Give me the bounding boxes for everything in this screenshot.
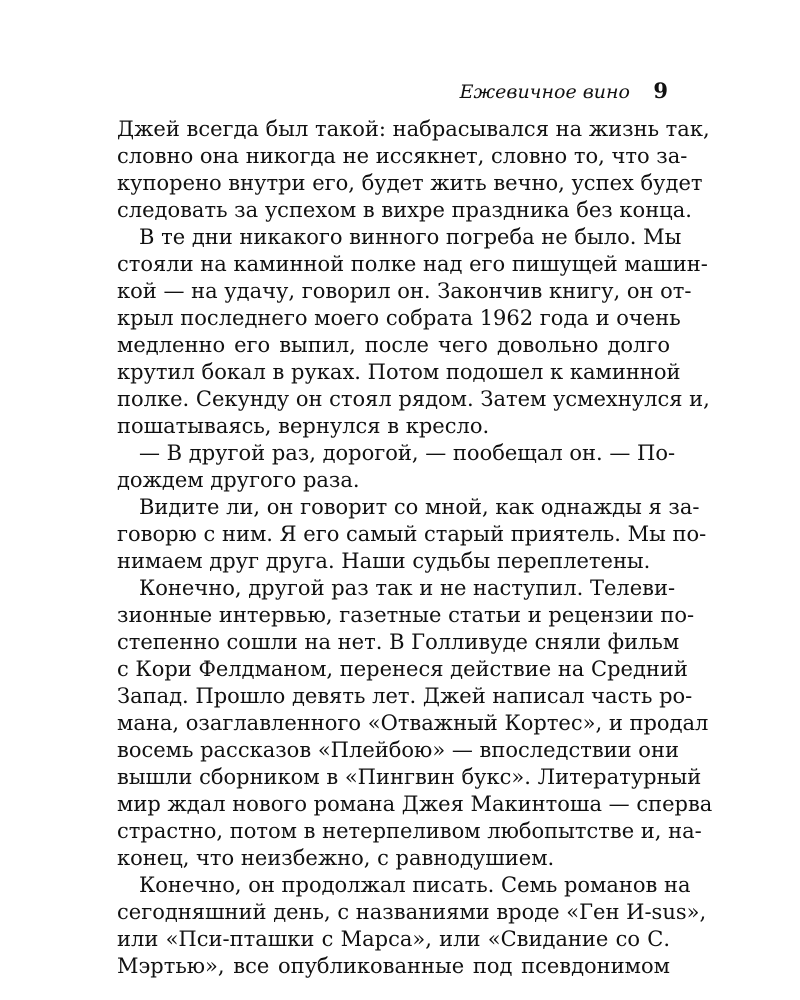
running-title: Ежевичное вино (459, 81, 630, 103)
text-line: говорю с ним. Я его самый старый приятель. Мы по- (117, 522, 707, 546)
text-line: сегодняшний день, с названиями вроде «Ген И-sus», (117, 900, 707, 924)
text-line: Мэртью», все опубликованные под псевдонимом (117, 954, 670, 978)
text-line: Конечно, другой раз так и не наступил. Телеви- (139, 576, 676, 600)
text-line: страстно, потом в нетерпеливом любопытстве и, на- (117, 819, 702, 843)
text-line: Запад. Прошло девять лет. Джей написал часть ро- (117, 684, 693, 708)
text-line: крыл последнего моего собрата 1962 года и очень (117, 306, 681, 330)
text-line: восемь рассказов «Плейбою» — впоследствии они (117, 738, 679, 762)
text-line: степенно сошли на нет. В Голливуде сняли фильм (117, 630, 680, 654)
text-line: дождем другого раза. (117, 468, 360, 492)
text-line: нимаем друг друга. Наши судьбы переплетены. (117, 549, 651, 573)
text-line: В те дни никакого винного погреба не было. Мы (139, 225, 682, 249)
text-line: Джей всегда был такой: набрасывался на жизнь так, (117, 117, 710, 141)
text-line: Видите ли, он говорит со мной, как однажды я за- (139, 495, 700, 519)
text-line: купорено внутри его, будет жить вечно, успех будет (117, 171, 703, 195)
text-line: пошатываясь, вернулся в кресло. (117, 414, 490, 438)
text-line: полке. Секунду он стоял рядом. Затем усмехнулся и, (117, 387, 710, 411)
text-line: с Кори Фелдманом, перенеся действие на Средний (117, 657, 688, 681)
text-line: мир ждал нового романа Джея Макинтоша — сперва (117, 792, 713, 816)
text-line: — В другой раз, дорогой, — пообещал он. — По- (139, 441, 676, 465)
running-head (118, 79, 670, 105)
text-line: зионные интервью, газетные статьи и рецензии по- (117, 603, 695, 627)
text-line: крутил бокал в руках. Потом подошел к каминной (117, 360, 681, 384)
text-line: кой — на удачу, говорил он. Закончив книгу, он от- (117, 279, 692, 303)
text-line: вышли сборником в «Пингвин букс». Литературный (117, 765, 702, 789)
text-line: медленно его выпил, после чего довольно долго (117, 333, 670, 357)
page-number: 9 (653, 78, 668, 103)
body-text (117, 115, 713, 978)
text-line: мана, озаглавленного «Отважный Кортес», и продал (117, 711, 709, 735)
text-line: или «Пси-пташки с Марса», или «Свидание со С. (117, 927, 670, 951)
text-line: стояли на каминной полке над его пишущей машин- (117, 252, 708, 276)
text-line: Конечно, он продолжал писать. Семь романов на (139, 873, 691, 897)
text-line: конец, что неизбежно, с равнодушием. (117, 846, 555, 870)
text-line: следовать за успехом в вихре праздника без конца. (117, 198, 692, 222)
text-line: словно она никогда не иссякнет, словно то, что за- (117, 144, 688, 168)
